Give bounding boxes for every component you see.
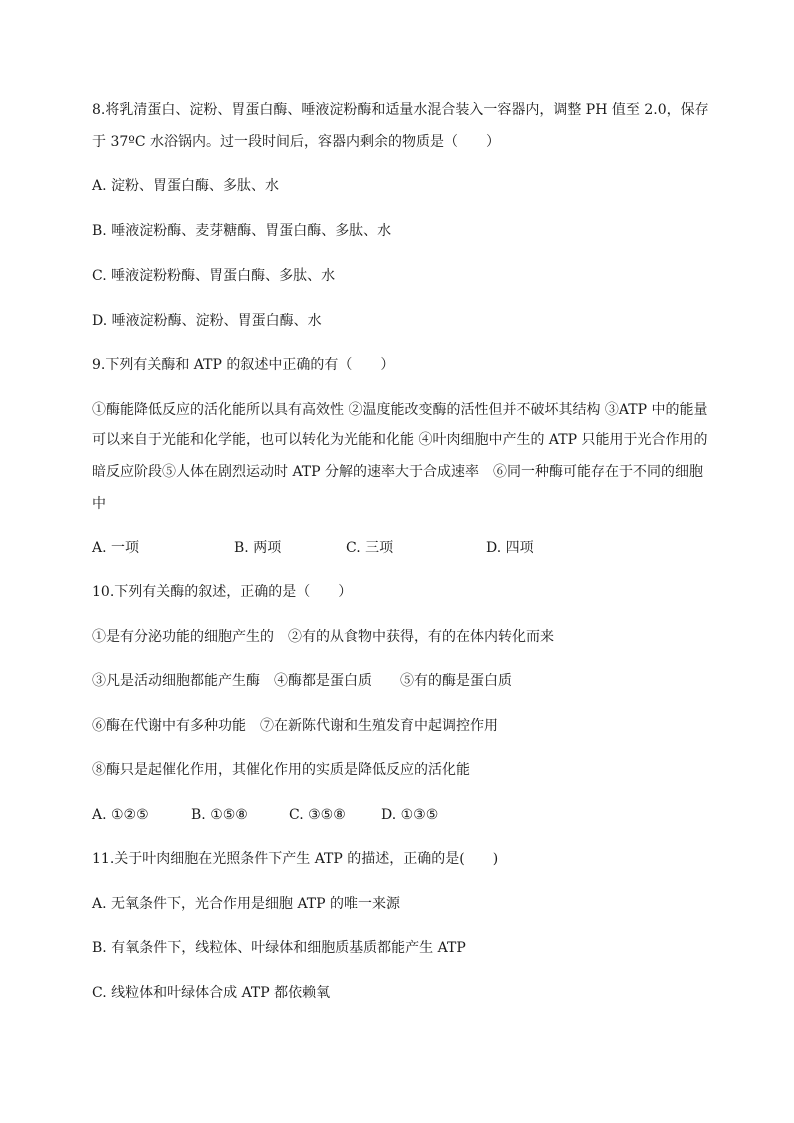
question-8-option-c: C. 唾液淀粉粉酶、胃蛋白酶、多肽、水: [92, 268, 336, 284]
question-10-option-b: B. ①⑤⑧: [191, 807, 248, 823]
question-8-option-b: B. 唾液淀粉酶、麦芽糖酶、胃蛋白酶、多肽、水: [92, 223, 392, 239]
question-9-stem: 9.下列有关酶和 ATP 的叙述中正确的有（ ）: [92, 357, 395, 373]
question-9-option-c: C. 三项: [346, 540, 394, 556]
question-11-option-b: B. 有氧条件下，线粒体、叶绿体和细胞质基质都能产生 ATP: [92, 940, 466, 956]
question-9-option-b: B. 两项: [234, 540, 282, 556]
question-9-body-line-2: 可以来自于光能和化学能，也可以转化为光能和化能 ④叶肉细胞中产生的 ATP 只能用于光合作用的: [92, 432, 708, 448]
question-10-option-a: A. ①②⑤: [92, 807, 149, 823]
question-10-stem: 10.下列有关酶的叙述，正确的是（ ）: [92, 584, 353, 600]
question-10-body-line-4: ⑧酶只是起催化作用，其催化作用的实质是降低反应的活化能: [92, 762, 470, 778]
question-9-body-line-3: 暗反应阶段⑤人体在剧烈运动时 ATP 分解的速率大于合成速率 ⑥同一种酶可能存在于不同的细胞: [92, 464, 704, 480]
question-10-body-line-1: ①是有分泌功能的细胞产生的 ②有的从食物中获得，有的在体内转化而来: [92, 629, 554, 645]
question-10-option-c: C. ③⑤⑧: [289, 807, 346, 823]
question-9-body-line-1: ①酶能降低反应的活化能所以具有高效性 ②温度能改变酶的活性但并不破坏其结构 ③ATP 中的能量: [92, 402, 708, 418]
question-8-stem-line-2: 于 37ºC 水浴锅内。过一段时间后，容器内剩余的物质是（ ）: [92, 134, 501, 150]
question-10-body-line-2: ③凡是活动细胞都能产生酶 ④酶都是蛋白质 ⑤有的酶是蛋白质: [92, 673, 512, 689]
question-9-option-a: A. 一项: [92, 540, 140, 556]
question-11-option-c: C. 线粒体和叶绿体合成 ATP 都依赖氧: [92, 985, 331, 1001]
question-8-stem-line-1: 8.将乳清蛋白、淀粉、胃蛋白酶、唾液淀粉酶和适量水混合装入一容器内，调整 PH 值至 2.0，保存: [92, 102, 709, 118]
question-8-option-d: D. 唾液淀粉酶、淀粉、胃蛋白酶、水: [92, 313, 322, 329]
question-9-body-line-4: 中: [92, 496, 106, 512]
question-10-body-line-3: ⑥酶在代谢中有多种功能 ⑦在新陈代谢和生殖发育中起调控作用: [92, 718, 498, 734]
question-11-stem: 11.关于叶肉细胞在光照条件下产生 ATP 的描述，正确的是( ): [92, 851, 499, 867]
question-9-option-d: D. 四项: [486, 540, 534, 556]
question-10-option-d: D. ①③⑤: [381, 807, 439, 823]
question-11-option-a: A. 无氧条件下，光合作用是细胞 ATP 的唯一来源: [92, 896, 401, 912]
question-8-option-a: A. 淀粉、胃蛋白酶、多肽、水: [92, 178, 280, 194]
